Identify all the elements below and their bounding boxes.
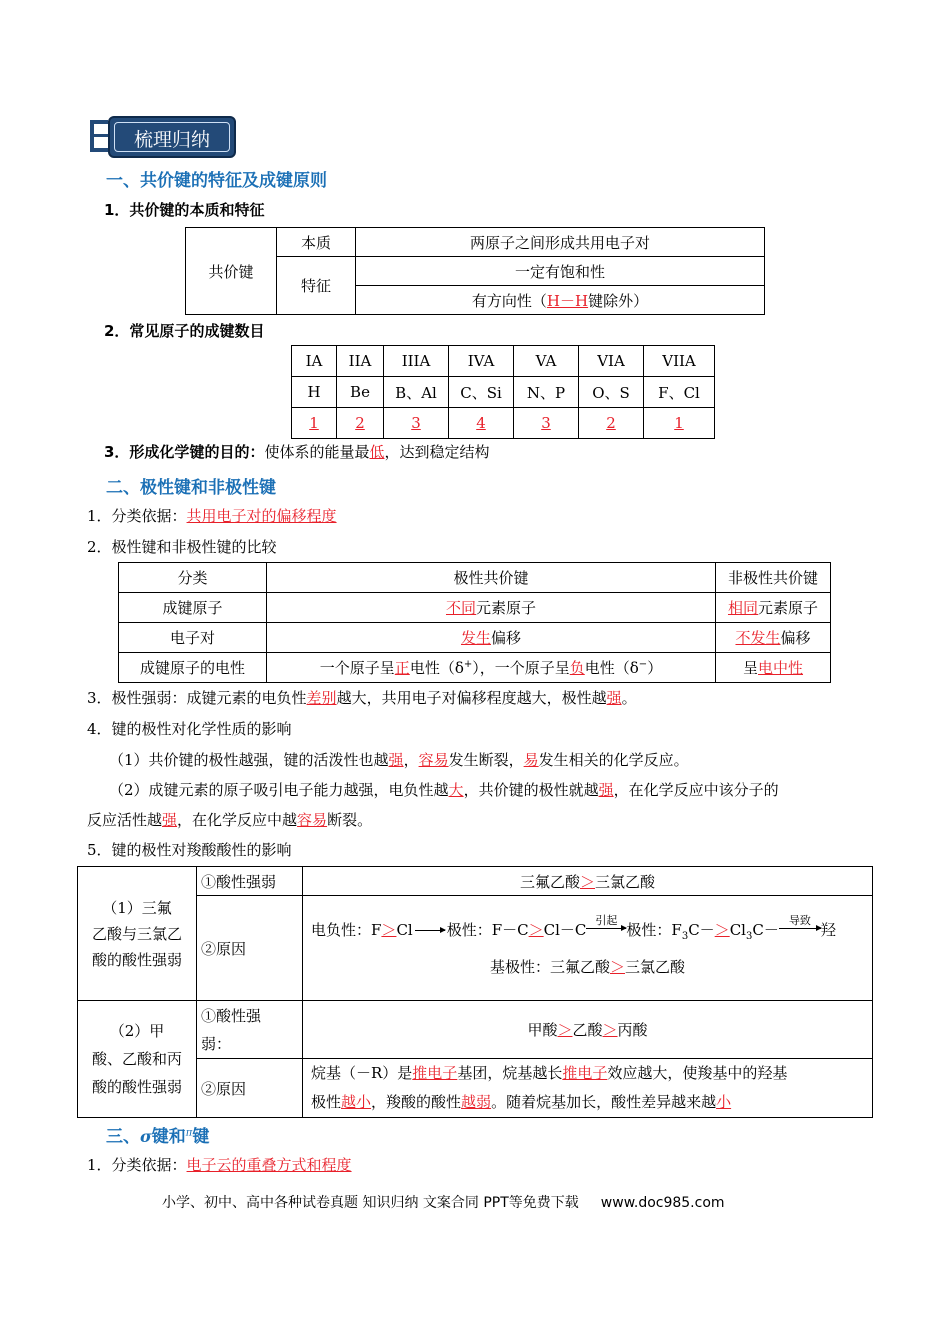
footer	[162, 1192, 725, 1212]
bond-count-cell: 3	[514, 408, 579, 439]
arrow-icon	[415, 930, 445, 931]
section-banner	[90, 114, 240, 158]
g2-reason-value: 烷基（－R）是推电子基团，烷基越长推电子效应越大，使羧基中的羟基 极性越小，羧酸的酸性越弱。随着烷基加长，酸性差异越来越小	[303, 1059, 873, 1118]
feature-2: 有方向性（H－H键除外）	[356, 286, 765, 315]
bond-count-cell: 3	[384, 408, 449, 439]
group-cell: IIIA	[384, 346, 449, 377]
essence-value: 两原子之间形成共用电子对	[356, 228, 765, 257]
bond-count-cell: 4	[449, 408, 514, 439]
covalent-bond-cell: 共价键	[186, 228, 277, 315]
bond-count-cell: 1	[644, 408, 715, 439]
atom-cell: F、Cl	[644, 377, 715, 408]
row-charge-label: 成键原子的电性	[119, 653, 267, 683]
pi-symbol: π	[185, 1127, 193, 1139]
g1-strength-value: 三氟乙酸＞三氯乙酸	[303, 867, 873, 896]
s2-p4-2-cont: 反应活性越强，在化学反应中越容易断裂。	[87, 811, 373, 829]
s2-p3: 3．极性强弱：成键元素的电负性差别越大，共用电子对偏移程度越大，极性越强。	[87, 689, 637, 707]
atom-cell: C、Si	[449, 377, 514, 408]
g2-strength-value: 甲酸＞乙酸＞丙酸	[303, 1001, 873, 1059]
row-atom-polar: 不同元素原子	[267, 593, 716, 623]
section3-heading: 三、σ键和$^\pi$键	[106, 1127, 210, 1147]
s2-p1: 1．分类依据：共用电子对的偏移程度	[87, 507, 337, 525]
s1-p1-title: 1．共价键的本质和特征	[104, 201, 265, 219]
s2-p4-1: （1）共价键的极性越强，键的活泼性也越强，容易发生断裂，易发生相关的化学反应。	[109, 751, 689, 769]
s2-p5: 5．键的极性对羧酸酸性的影响	[87, 841, 292, 859]
th-nonpolar: 非极性共价键	[716, 563, 831, 593]
feature-label: 特征	[277, 257, 356, 315]
row-charge-polar: 一个原子呈正电性（δ+），一个原子呈负电性（δ−）	[267, 653, 716, 683]
atom-cell: B、Al	[384, 377, 449, 408]
g1-reason-label: ②原因	[197, 896, 303, 1001]
covalent-bond-table	[185, 227, 765, 315]
s1-p3: 3．形成化学键的目的：使体系的能量最低，达到稳定结构	[104, 443, 490, 461]
essence-label: 本质	[277, 228, 356, 257]
group2-label: （2）甲 酸、乙酸和丙 酸的酸性强弱	[78, 1001, 197, 1118]
bond-count-cell: 1	[292, 408, 337, 439]
group-cell: IIA	[337, 346, 384, 377]
th-class: 分类	[119, 563, 267, 593]
g1-reason-value: 电负性：F＞Cl 极性：F－C＞Cl－C 引起 极性：$F_3C->Cl_3C-$ 导致 羟 基极性：三氟乙酸＞三氯乙酸	[303, 896, 873, 1001]
group-cell: VA	[514, 346, 579, 377]
footer-text: 小学、初中、高中各种试卷真题 知识归纳 文案合同 PPT等免费下载	[162, 1195, 579, 1211]
s2-p4-2: （2）成键元素的原子吸引电子能力越强，电负性越大，共价键的极性就越强，在化学反应中该分子的	[109, 781, 779, 799]
bond-count-table	[291, 345, 715, 439]
g2-strength-label: ①酸性强 弱：	[197, 1001, 303, 1059]
atom-cell: Be	[337, 377, 384, 408]
atom-cell: N、P	[514, 377, 579, 408]
atom-cell: H	[292, 377, 337, 408]
s3-p1: 1．分类依据：电子云的重叠方式和程度	[87, 1156, 352, 1174]
row-pair-nonpolar: 不发生偏移	[716, 623, 831, 653]
row-pair-polar: 发生偏移	[267, 623, 716, 653]
s1-p2-title: 2．常见原子的成键数目	[104, 322, 265, 340]
carboxylic-acid-table	[77, 866, 873, 1118]
bond-count-cell: 2	[337, 408, 384, 439]
group-cell: VIIA	[644, 346, 715, 377]
sigma-symbol: σ	[140, 1127, 152, 1146]
row-atom-label: 成键原子	[119, 593, 267, 623]
section2-heading: 二、极性键和非极性键	[106, 478, 276, 498]
group-cell: VIA	[579, 346, 644, 377]
group1-label: （1）三氟 乙酸与三氯乙 酸的酸性强弱	[78, 867, 197, 1001]
atom-cell: O、S	[579, 377, 644, 408]
group-cell: IVA	[449, 346, 514, 377]
g2-reason-label: ②原因	[197, 1059, 303, 1118]
s2-p4: 4．键的极性对化学性质的影响	[87, 720, 292, 738]
th-polar: 极性共价键	[267, 563, 716, 593]
footer-url: www.doc985.com	[600, 1195, 725, 1211]
arrow-lead-icon: 导致	[779, 915, 821, 929]
s2-p2: 2．极性键和非极性键的比较	[87, 538, 277, 556]
section1-heading: 一、共价键的特征及成键原则	[106, 171, 327, 191]
g1-strength-label: ①酸性强弱	[197, 867, 303, 896]
arrow-cause-icon: 引起	[586, 915, 626, 929]
row-atom-nonpolar: 相同元素原子	[716, 593, 831, 623]
banner-title: 梳理归纳	[133, 129, 210, 151]
row-charge-nonpolar: 呈电中性	[716, 653, 831, 683]
row-pair-label: 电子对	[119, 623, 267, 653]
feature-1: 一定有饱和性	[356, 257, 765, 286]
bond-count-cell: 2	[579, 408, 644, 439]
group-cell: IA	[292, 346, 337, 377]
polarity-compare-table	[118, 562, 831, 683]
